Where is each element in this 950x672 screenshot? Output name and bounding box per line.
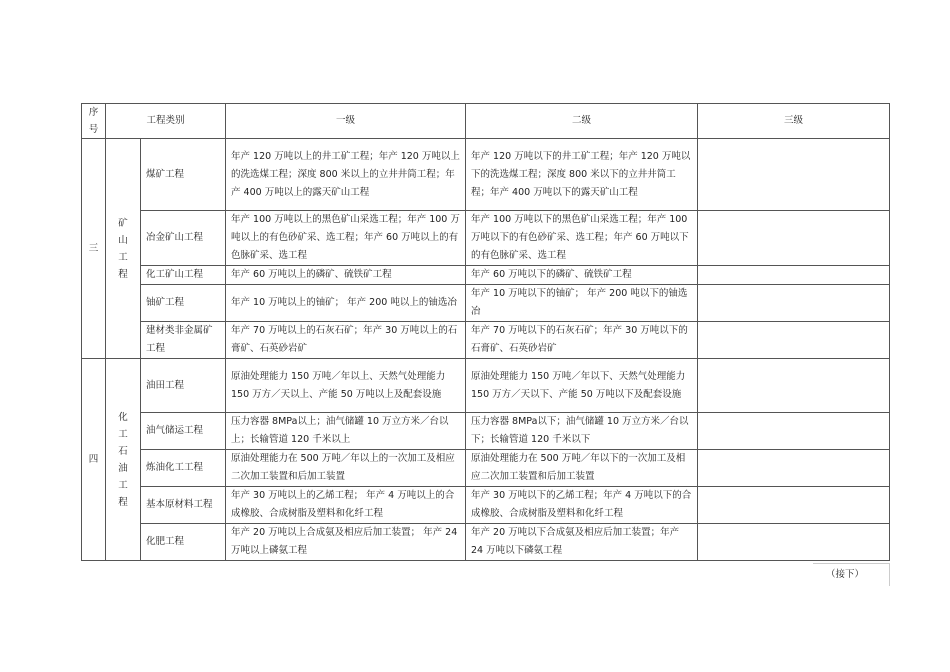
- project-type: 化肥工程: [141, 524, 226, 561]
- project-type: 冶金矿山工程: [141, 211, 226, 266]
- level3-cell: [698, 359, 890, 413]
- level1-cell: 原油处理能力 150 万吨／年以上、天然气处理能力 150 万方／天以上、产能 50 万吨以上及配套设施: [226, 359, 466, 413]
- level2-cell: 原油处理能力在 500 万吨／年以下的一次加工及相应二次加工装置和后加工装置: [466, 450, 698, 487]
- level3-cell: [698, 487, 890, 524]
- header-row: [82, 104, 890, 139]
- project-type: 化工矿山工程: [141, 266, 226, 285]
- level2-cell: 年产 70 万吨以下的石灰石矿；年产 30 万吨以下的石膏矿、石英砂岩矿: [466, 322, 698, 359]
- level3-cell: [698, 450, 890, 487]
- table-row: [82, 322, 890, 359]
- level1-cell: 压力容器 8MPa以上；油气储罐 10 万立方米／台以上；长输管道 120 千米以上: [226, 413, 466, 450]
- table-row: [82, 139, 890, 211]
- level2-cell: 年产 100 万吨以下的黑色矿山采选工程；年产 100 万吨以下的有色砂矿采、选工程；年产 60 万吨以下的有色脉矿采、选工程: [466, 211, 698, 266]
- level3-cell: [698, 139, 890, 211]
- level2-cell: 压力容器 8MPa以下；油气储罐 10 万立方米／台以下；长输管道 120 千米以下: [466, 413, 698, 450]
- section-number: 四: [82, 359, 106, 561]
- section-name: 矿山工程: [106, 139, 141, 359]
- level2-cell: 年产 30 万吨以下的乙烯工程；年产 4 万吨以下的合成橡胶、合成树脂及塑料和化纤工程: [466, 487, 698, 524]
- level3-cell: [698, 266, 890, 285]
- level2-cell: 年产 10 万吨以下的铀矿； 年产 200 吨以下的铀选冶: [466, 285, 698, 322]
- table-row: [82, 487, 890, 524]
- level3-cell: [698, 285, 890, 322]
- level1-cell: 年产 100 万吨以上的黑色矿山采选工程；年产 100 万吨以上的有色砂矿采、选工程；年产 60 万吨以上的有色脉矿采、选工程: [226, 211, 466, 266]
- level2-cell: 年产 120 万吨以下的井工矿工程；年产 120 万吨以下的洗选煤工程；深度 800 米以下的立井井筒工程；年产 400 万吨以下的露天矿山工程: [466, 139, 698, 211]
- level1-cell: 年产 20 万吨以上合成氨及相应后加工装置； 年产 24 万吨以上磷氨工程: [226, 524, 466, 561]
- header-level3: 三级: [698, 104, 890, 139]
- continued-note: （接下）: [826, 569, 865, 580]
- table-row: [82, 266, 890, 285]
- section-number: 三: [82, 139, 106, 359]
- grade-standard-table: [81, 103, 890, 561]
- level1-cell: 年产 120 万吨以上的井工矿工程；年产 120 万吨以上的洗选煤工程；深度 800 米以上的立井井筒工程；年产 400 万吨以上的露天矿山工程: [226, 139, 466, 211]
- header-level1: 一级: [226, 104, 466, 139]
- section-name: 化工石油工程: [106, 359, 141, 561]
- project-type: 煤矿工程: [141, 139, 226, 211]
- table-row: [82, 450, 890, 487]
- level2-cell: 年产 60 万吨以下的磷矿、硫铁矿工程: [466, 266, 698, 285]
- project-type: 基本原材料工程: [141, 487, 226, 524]
- header-category: 工程类别: [106, 104, 226, 139]
- level1-cell: 年产 70 万吨以上的石灰石矿；年产 30 万吨以上的石膏矿、石英砂岩矿: [226, 322, 466, 359]
- level3-cell: [698, 211, 890, 266]
- project-type: 炼油化工工程: [141, 450, 226, 487]
- table-row: [82, 359, 890, 413]
- level3-cell: [698, 413, 890, 450]
- level1-cell: 原油处理能力在 500 万吨／年以上的一次加工及相应二次加工装置和后加工装置: [226, 450, 466, 487]
- table-row: [82, 524, 890, 561]
- level3-cell: [698, 322, 890, 359]
- header-seq: 序号: [82, 104, 106, 139]
- table-row: [82, 211, 890, 266]
- table-row: [82, 413, 890, 450]
- level1-cell: 年产 10 万吨以上的铀矿； 年产 200 吨以上的铀选冶: [226, 285, 466, 322]
- project-type: 铀矿工程: [141, 285, 226, 322]
- level2-cell: 原油处理能力 150 万吨／年以下、天然气处理能力 150 万方／天以下、产能 50 万吨以下及配套设施: [466, 359, 698, 413]
- project-type: 油气储运工程: [141, 413, 226, 450]
- table-row: [82, 285, 890, 322]
- project-type: 建材类非金属矿工程: [141, 322, 226, 359]
- level3-cell: [698, 524, 890, 561]
- project-type: 油田工程: [141, 359, 226, 413]
- level1-cell: 年产 60 万吨以上的磷矿、硫铁矿工程: [226, 266, 466, 285]
- level1-cell: 年产 30 万吨以上的乙烯工程； 年产 4 万吨以上的合成橡胶、合成树脂及塑料和化纤工程: [226, 487, 466, 524]
- header-level2: 二级: [466, 104, 698, 139]
- level2-cell: 年产 20 万吨以下合成氨及相应后加工装置；年产 24 万吨以下磷氨工程: [466, 524, 698, 561]
